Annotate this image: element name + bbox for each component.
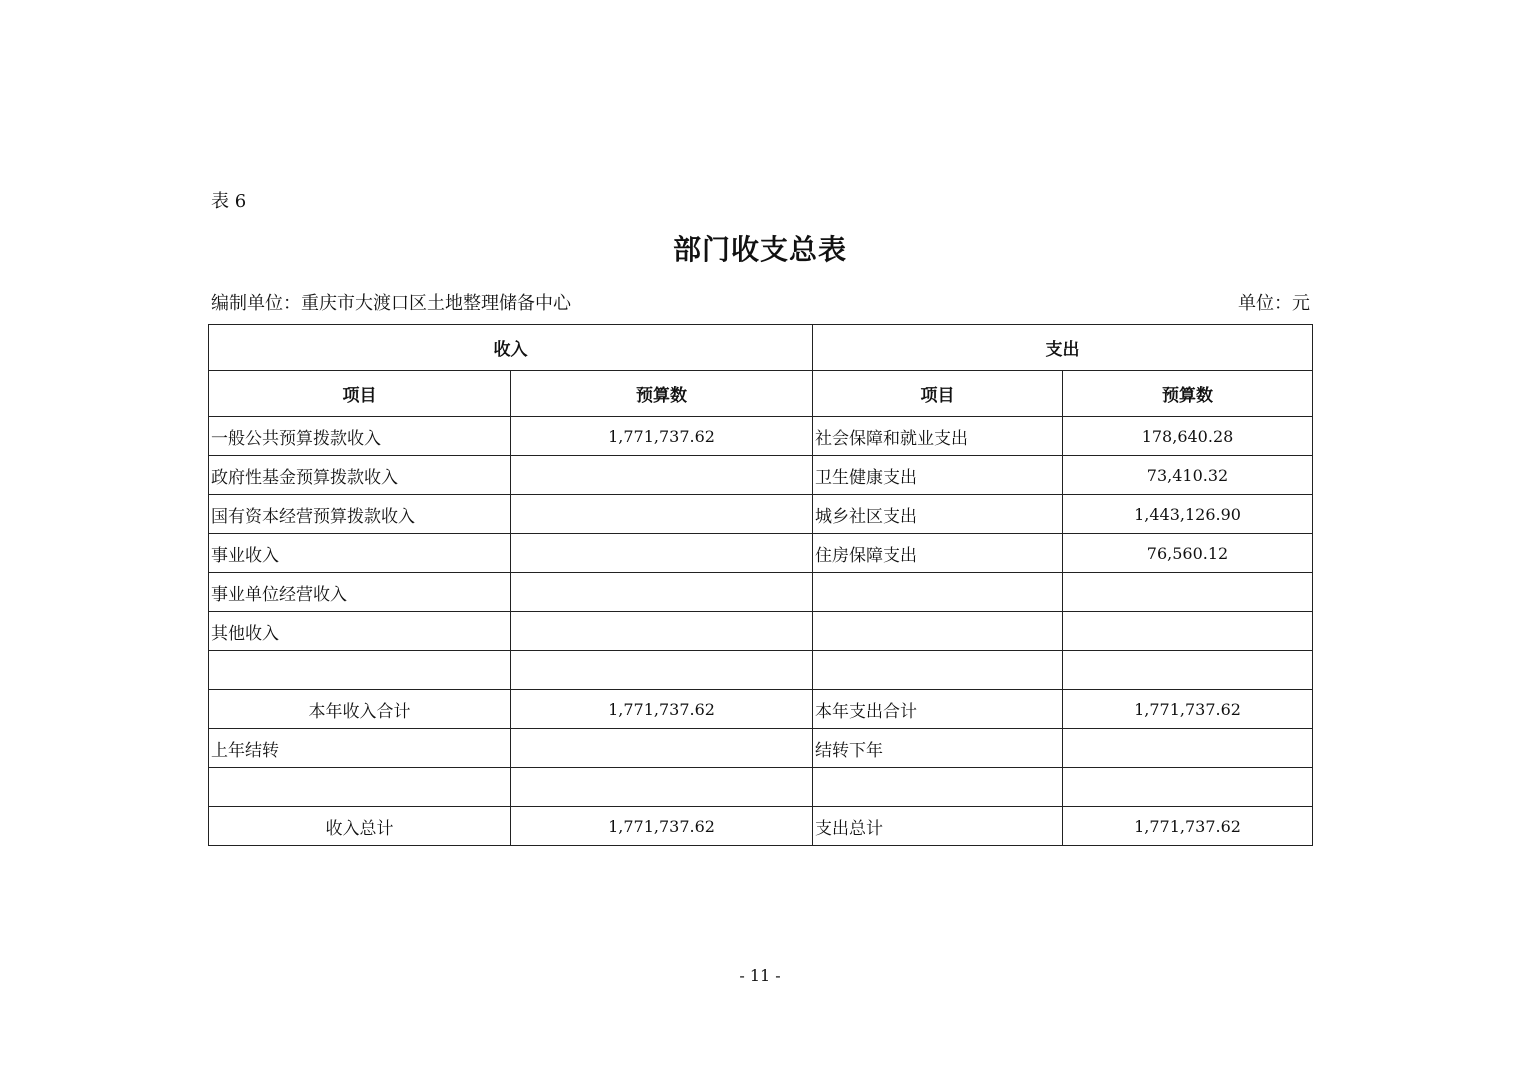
table-row-total [209, 807, 1313, 846]
income-item [209, 651, 511, 690]
expense-amount: 178,640.28 [1063, 417, 1313, 456]
income-amount: 1,771,737.62 [511, 417, 813, 456]
expense-item [813, 573, 1063, 612]
expense-item: 卫生健康支出 [813, 456, 1063, 495]
currency-unit: 单位：元 [1238, 293, 1310, 314]
income-amount [511, 612, 813, 651]
page-number: - 11 - [739, 966, 781, 985]
expense-amount: 1,443,126.90 [1063, 495, 1313, 534]
income-header: 收入 [209, 325, 813, 371]
expense-amount: 76,560.12 [1063, 534, 1313, 573]
expense-amount [1063, 573, 1313, 612]
income-amount [511, 495, 813, 534]
income-item: 其他收入 [209, 612, 511, 651]
expense-header: 支出 [813, 325, 1313, 371]
income-amount: 1,771,737.62 [511, 807, 813, 846]
expense-amount: 73,410.32 [1063, 456, 1313, 495]
expense-item: 本年支出合计 [813, 690, 1063, 729]
expense-item: 城乡社区支出 [813, 495, 1063, 534]
expense-amount [1063, 651, 1313, 690]
income-item: 本年收入合计 [209, 690, 511, 729]
expense-item: 支出总计 [813, 807, 1063, 846]
expense-item-header: 项目 [813, 371, 1063, 417]
income-amount [511, 768, 813, 807]
expense-budget-header: 预算数 [1063, 371, 1313, 417]
table-row [209, 456, 1313, 495]
income-item: 上年结转 [209, 729, 511, 768]
table-label: 表 6 [211, 191, 247, 212]
table-row [209, 612, 1313, 651]
income-item: 一般公共预算拨款收入 [209, 417, 511, 456]
income-item [209, 768, 511, 807]
table-row [209, 417, 1313, 456]
expense-amount: 1,771,737.62 [1063, 807, 1313, 846]
expense-amount [1063, 612, 1313, 651]
expense-item: 住房保障支出 [813, 534, 1063, 573]
income-item: 政府性基金预算拨款收入 [209, 456, 511, 495]
income-amount [511, 729, 813, 768]
expense-amount: 1,771,737.62 [1063, 690, 1313, 729]
expense-item: 结转下年 [813, 729, 1063, 768]
income-amount [511, 573, 813, 612]
income-amount [511, 534, 813, 573]
income-amount [511, 456, 813, 495]
table-row [209, 729, 1313, 768]
income-budget-header: 预算数 [511, 371, 813, 417]
table-row [209, 495, 1313, 534]
income-item: 收入总计 [209, 807, 511, 846]
expense-amount [1063, 729, 1313, 768]
income-item: 事业单位经营收入 [209, 573, 511, 612]
compiler-unit: 编制单位：重庆市大渡口区土地整理储备中心 [211, 293, 571, 314]
income-item: 国有资本经营预算拨款收入 [209, 495, 511, 534]
table-row-subtotal [209, 690, 1313, 729]
income-item: 事业收入 [209, 534, 511, 573]
expense-item: 社会保障和就业支出 [813, 417, 1063, 456]
table-row [209, 573, 1313, 612]
table-row [209, 768, 1313, 807]
header-row-columns [209, 371, 1313, 417]
budget-table [208, 324, 1313, 846]
page-title: 部门收支总表 [672, 233, 847, 266]
table-row [209, 651, 1313, 690]
income-amount [511, 651, 813, 690]
header-row-sections [209, 325, 1313, 371]
table-row [209, 534, 1313, 573]
expense-item [813, 612, 1063, 651]
income-amount: 1,771,737.62 [511, 690, 813, 729]
expense-item [813, 651, 1063, 690]
income-item-header: 项目 [209, 371, 511, 417]
expense-amount [1063, 768, 1313, 807]
expense-item [813, 768, 1063, 807]
